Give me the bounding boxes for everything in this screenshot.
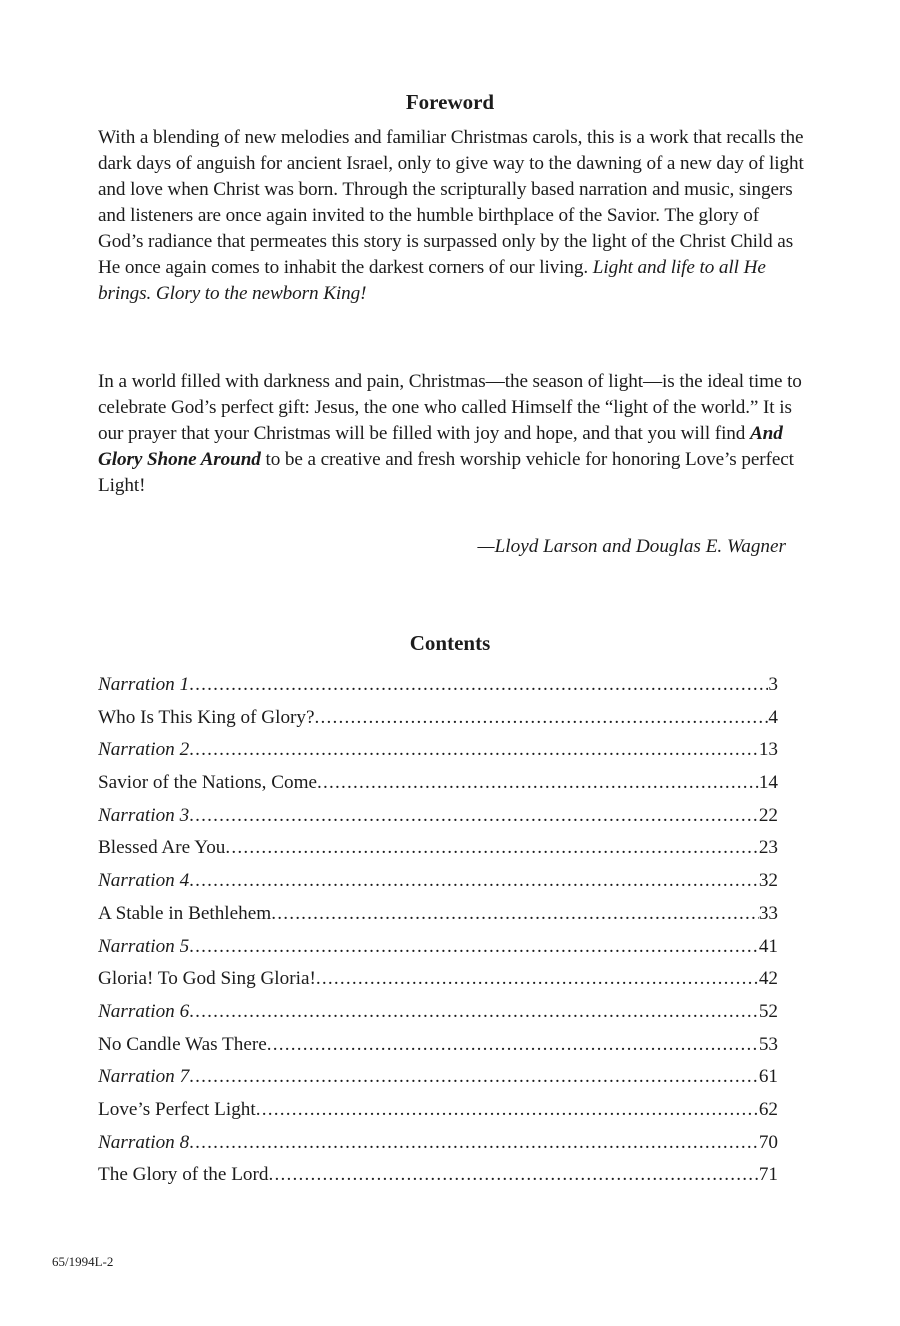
work-title: And Glory Shone Around [98,423,783,470]
toc-entry-page: 71 [758,1164,778,1186]
toc-entry [98,934,778,967]
toc-entry-title: Narration 2 [98,739,190,761]
toc-entry-title: A Stable in Bethlehem [98,902,272,924]
toc-entry-title: Narration 1 [98,674,190,695]
toc-entry-page: 70 [758,1131,778,1153]
toc-leader-dots [271,901,759,927]
toc-leader-dots [269,1162,759,1188]
toc-entry [98,999,778,1032]
toc-entry-page: 41 [758,935,778,957]
toc-entry [98,803,778,836]
toc-entry [98,737,778,770]
foreword-heading: Foreword [405,90,495,114]
toc-entry-page: 14 [758,772,778,794]
toc-entry-title: Love’s Perfect Light [98,1098,256,1120]
toc-leader-dots [317,770,759,796]
toc-entry-page: 62 [758,1098,778,1120]
toc-leader-dots [189,1130,759,1156]
toc-entry-page: 33 [758,902,778,924]
toc-entry-title: Savior of the Nations, Come [98,772,318,794]
foreword-paragraph-1-italic: Light and life to all He brings. Glory to the newborn King! [98,257,766,304]
catalog-code: 65/1994L-2 [52,1254,114,1269]
toc-entry-title: Narration 6 [98,1000,190,1022]
foreword-signature: —Lloyd Larson and Douglas E. Wagner [477,536,786,557]
toc-entry [98,770,778,803]
toc-leader-dots [189,934,759,960]
toc-leader-dots [267,1032,759,1058]
toc-entry-title: Narration 4 [98,870,190,892]
toc-leader-dots [189,999,759,1025]
toc-leader-dots [189,1064,759,1090]
toc-leader-dots [189,737,759,763]
toc-entry [98,835,778,868]
toc-entry-page: 23 [758,837,778,859]
toc-entry [98,705,778,738]
toc-leader-dots [189,868,759,894]
toc-entry-title: Gloria! To God Sing Gloria! [98,968,316,990]
toc-entry-page: 4 [768,706,778,728]
foreword-paragraph-1-text: With a blending of new melodies and familiar Christmas carols, this is a work that recalls the dark days of anguish for ancient Israel, only to give way to the dawning of a new day of light and love when Christ was born. Through the scripturally based narration and music, singers and listeners are once again invited to the humble birthplace of the Savior. The glory of God’s radiance that permeates this story is surpassed only by the light of the Christ Child as He once again comes to inhabit the darkest corners of our living. [98,127,804,278]
foreword-paragraph-2-text-before: In a world filled with darkness and pain, Christmas—the season of light—is the ideal time to celebrate God’s perfect gift: Jesus, the one who called Himself the “light of the world.” It is our prayer that your Christmas will be filled with joy and hope, and that you will find [98,371,802,444]
toc-leader-dots [256,1097,759,1123]
toc-entry-page: 52 [758,1000,778,1022]
toc-entry-page: 3 [768,674,778,695]
toc-entry-page: 42 [758,968,778,990]
foreword-paragraph-2 [98,369,808,499]
toc-entry [98,1162,778,1195]
toc-entry-page: 13 [758,739,778,761]
toc-entry [98,672,778,705]
toc-leader-dots [315,705,769,731]
toc-entry-page: 22 [758,804,778,826]
toc-entry [98,1032,778,1065]
toc-entry-title: Narration 7 [98,1066,190,1088]
toc-entry-title: Who Is This King of Glory? [98,706,315,728]
toc-entry [98,901,778,934]
toc-leader-dots [189,803,759,829]
toc-entry-title: Narration 5 [98,935,190,957]
foreword-paragraph-1 [98,125,808,307]
toc-entry [98,1064,778,1097]
toc-entry-page: 32 [758,870,778,892]
toc-entry [98,868,778,901]
toc-leader-dots [189,672,768,698]
toc-entry-page: 53 [758,1033,778,1055]
contents-heading: Contents [409,631,491,655]
toc-entry [98,966,778,999]
toc-entry [98,1130,778,1163]
toc-entry-title: Narration 8 [98,1131,190,1153]
toc-leader-dots [316,966,759,992]
table-of-contents [98,672,778,1195]
toc-entry-title: The Glory of the Lord [98,1164,269,1186]
toc-entry-title: Narration 3 [98,804,190,826]
toc-leader-dots [225,835,758,861]
toc-entry-title: Blessed Are You [98,837,226,859]
toc-entry-page: 61 [758,1066,778,1088]
foreword-paragraph-2-text-after: to be a creative and fresh worship vehicle for honoring Love’s perfect Light! [98,449,794,496]
toc-entry-title: No Candle Was There [98,1033,267,1055]
toc-entry [98,1097,778,1130]
